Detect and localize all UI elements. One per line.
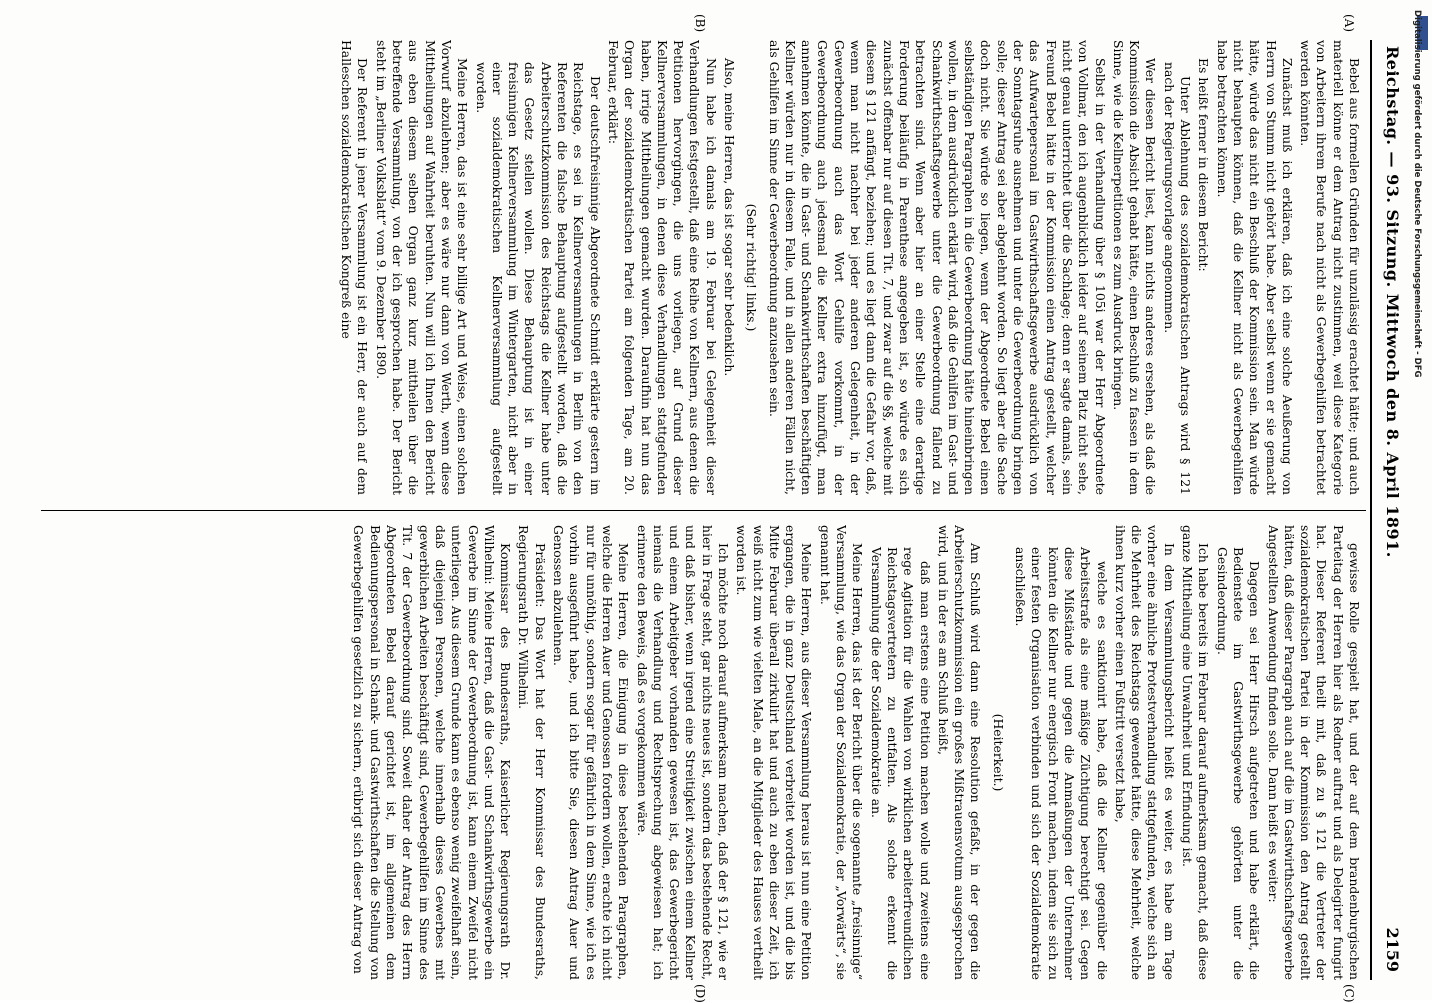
paragraph: Wer diesen Bericht liest, kann nichts anderes ersehen, als daß die Kommission die Absicht gehabt hätte, einen Beschluß zu fassen in dem Sinne, wie die Kellnerpetitionen es zum Ausdruck bringen.: [1110, 40, 1159, 495]
quoted-passage: Der deutschfreisinnige Abgeordnete Schmidt erklärte gestern im Reichstage, es sei in Kellnerversammlungen in Berlin von den Referenten die falsche Behauptung aufgestellt worden, daß die Arbeiterschutzkommission des Reichstags die Kellner habe unter das Gesetz stellen wollen. Diese Behauptung ist in einer freisinnigen Kellnerversammlung im Wintergarten, nicht aber in einer sozialdemokratischen Kellnerversammlung aufgestellt worden.: [473, 62, 603, 495]
interjection: (Sehr richtig! links.): [744, 203, 760, 332]
margin-marker-c: (C): [1342, 984, 1356, 1003]
header-title: Reichstag. — 93. Sitzung. Mittwoch den 8. April 1891.: [1383, 46, 1402, 558]
paragraph: gewisse Rolle gespielt hat, und der auf dem brandenburgischen Parteitag der Herren hier als Redner auftrat und als Delegirter fungirt hat. Dieser Referent theilt mit, daß zu § 121 die Vertreter der sozialdemokratischen Partei in der Kommission den Antrag gestellt hätten, daß dieser Paragraph auch auf die im Gastwirthschaftsgewerbe Angestellten Anwendung finden solle. Dann heißt es weiter:: [1265, 525, 1362, 980]
quoted-passage: Dagegen sei Herr Hirsch aufgetreten und habe erklärt, die Bedienstete im Gastwirthsgewerbe gehörten unter die Gesindeordnung.: [1214, 547, 1263, 980]
paragraph: Meine Herren, die Einigung in diese bestehenden Paragraphen, welche die Herren Auer und Genossen fordern wollen, erachte ich nicht nur für unnöthig, sondern sogar für gefährlich in dem Sinne, wie ich es vorhin ausgeführt habe, und ich bitte Sie, diesen Antrag Auer und Genossen abzulehnen.: [551, 525, 632, 980]
page-header: [1370, 40, 1412, 980]
quoted-passage: welche es sanktionirt habe, daß die Kellner gegenüber die Arbeitsstrafe als eine mäßige Züchtigung berechtigt sei. Gegen diese Mißstände und gegen die Anmaßungen der Unternehmer könnten die Kellner nur energisch Front machen, indem sie sich zu einer festen Organisation verbinden und sich der Sozialdemokratie anschließen.: [1013, 547, 1110, 980]
quoted-passage: Unter Ablehnung des sozialdemokratischen Antrags wird § 121 nach der Regierungsvorlage angenommen.: [1161, 62, 1194, 495]
paragraph: Meine Herren, das ist der Bericht über die sogenannte „freisinnige“ Versammlung, wie das Organ der Sozialdemokratie, der „Vorwärts“, sie genannt hat.: [817, 525, 866, 980]
paragraph: Es heißt ferner in diesem Bericht:: [1196, 58, 1212, 272]
paragraph: Präsident: Das Wort hat der Herr Kommissar des Bundesraths, Regierungsrath Dr. Wilhelmi.: [516, 525, 548, 980]
paragraph: Meine Herren, aus dieser Versammlung heraus ist nun eine Petition ergangen, die in ganz Deutschland verbreitet worden ist, und die bis Mitte Februar überall zirkulirt hat und auch zu eben dieser Zeit, ich weiß nicht zum wie vielten Male, an die Mitglieder des Hauses vertheilt worden ist.: [734, 525, 815, 980]
paragraph: Also, meine Herren, das ist sogar sehr bedenklich.: [722, 58, 738, 377]
page-number: 2159: [1383, 927, 1402, 972]
paragraph: Ich möchte noch darauf aufmerksam machen, daß der § 121, wie er hier in Frage steht, gar nichts neues ist, sondern das bestehende Recht, und daß bisher, wenn irgend eine Streitigkeit zwischen einem Kellner und einem Arbeitgeber vorhanden gewesen ist, das Gewerbegericht niemals die Verhandlung und Rechtsprechung abgewiesen hat; ich erinnere den Beweis, daß es vorgekommen wäre.: [634, 525, 732, 980]
left-column: [42, 40, 1362, 495]
paragraph: In dem Versammlungsbericht heißt es weiter, es habe am Tage vorher eine ähnliche Protestverhandlung stattgefunden, welche sich an die Mehrheit des Reichstags gewendet hätte, diese Mehrheit, welche ihnen kurz vorher einen Fußtritt versetzt habe,: [1112, 525, 1177, 980]
paragraph: Nun habe ich damals am 19. Februar bei Gelegenheit dieser Verhandlungen festgestellt, daß eine Reihe von Kellnern, aus denen die Petitionen hervorgingen, die uns vorliegen, auf Grund dieser Kellnerversammlungen, in denen diese Verhandlungen stattgefunden haben, irrige Mittheilungen gemacht wurden. Daraufhin hat nun das Organ der sozialdemokratischen Partei am folgenden Tage, am 20. Februar, erklärt:: [605, 40, 719, 495]
paragraph: Bebel aus formellen Gründen für unzulässig erachtet hätte; und auch materiell könne er dem Antrag nicht zustimmen, weil diese Kategorie von Arbeitern ihrem Berufe nach nicht als Gewerbegehilfen betrachtet werden könnten.: [1298, 40, 1362, 495]
paragraph: Selbst in der Verhandlung über § 105i war der Herr Abgeordnete von Vollmar, den ich augenblicklich leider auf seinem Platz nicht sehe, nicht genau unterrichtet über die Sachlage; denn er sagte damals, sein Freund Bebel hätte in der Kommission einen Antrag gestellt, welcher das Aufwartepersonal im Gastwirthschaftsgewerbe ausdrücklich von der Sonntagsruhe ausnehmen und unter die Gewerbeordnung bringen solle; dieser Antrag sei aber abgelehnt worden. So liegt aber die Sache doch nicht. Sie würde so liegen, wenn der Abgeordnete Bebel einen selbständigen Paragraphen in die Gewerbeordnung hätte hineinbringen wollen, in dem ausdrücklich erklärt wird, daß die Gehilfen im Gast- und Schankwirthschaftsgewerbe unter die Gewerbeordnung fallend zu betrachten sind. Wenn aber hier an einer Stelle eine derartige Forderung beiläufig in Parenthese angegeben ist, so würde es sich zunächst offenbar nur auf diesen Tit. 7, und zwar auf die §§, welche mit diesem § 121 anfängt, beziehen; und es liegt dann die Gefahr vor, daß, wenn man nicht nachher bei jeder anderen Gelegenheit, in der Gewerbeordnung auch das Wort Gehilfe vorkommt, in der Gewerbeordnung auch jedesmal die Kellner extra hinzufügt, man annehmen könnte, die in Gast- und Schankwirthschaften beschäftigten Kellner würden nur in diesem Falle, und in allen anderen Fällen nicht, als Gehilfen im Sinne der Gewerbeordnung anzusehen sein.: [766, 40, 1108, 495]
margin-marker-b: (B): [693, 14, 707, 33]
margin-marker-d: (D): [693, 984, 707, 1003]
digitization-credit: Digitalisierung gefördert durch die Deutsche Forschungsgemeinschaft - DFG: [1412, 10, 1422, 378]
rotated-page: [22, 14, 1412, 1003]
paragraph: Meine Herren, das ist eine sehr billige Art und Weise, einen solchen Vorwurf abzulehnen; aber es wäre nur dann von Werth, wenn diese Mittheilungen auf Wahrheit beruhten. Nun will ich Ihnen den Bericht aus eben diesem selben Organ ganz kurz mittheilen über die betreffende Versammlung, von der ich gesprochen habe. Der Bericht steht im „Berliner Volksblatt“ vom 9. Dezember 1890.: [373, 40, 471, 495]
column-divider: [41, 510, 1366, 511]
paragraph: Ich habe bereits im Februar darauf aufmerksam gemacht, daß diese ganze Mittheilung eine Unwahrheit und Erfindung ist.: [1180, 525, 1212, 980]
interjection: (Heiterkeit.): [990, 713, 1006, 792]
right-column: [42, 525, 1362, 980]
paragraph: Zunächst muß ich erklären, daß ich eine solche Aeußerung von Herrn von Stumm nicht gehört habe. Aber selbst wenn er sie gemacht hätte, würde das nicht ein Beschluß der Kommission sein. Man würde nicht behaupten können, daß die Kellner nicht als Gewerbegehilfen habe betrachten können.: [1214, 40, 1295, 495]
paragraph: Der Referent in jener Versammlung ist ein Herr, der auch auf dem Halleschen sozialdemokratischen Kongreß eine: [339, 40, 371, 495]
quoted-passage: daß man erstens eine Petition machen wolle und zweitens eine rege Agitation für die Wahlen von wirklichen arbeiterfreundlichen Reichstagsvertretern zu entfalten. Als solche erkennt die Versammlung die der Sozialdemokratie an.: [868, 547, 933, 980]
paragraph: Kommissar des Bundesraths, Kaiserlicher Regierungsrath Dr. Wilhelmi: Meine Herren, daß die Gast- und Schankwirthsgewerbe ein Gewerbe im Sinne der Gewerbeordnung ist, kann einem Zweifel nicht unterliegen. Aus diesem Grunde kann es ebenso wenig zweifelhaft sein, daß diejenigen Personen, welche innerhalb dieses Gewerbes mit gewerblichen Arbeiten beschäftigt sind, Gewerbegehilfen im Sinne des Tit. 7 der Gewerbeordnung sind. Soweit daher der Antrag des Herrn Abgeordneten Bebel darauf gerichtet ist, im allgemeinen dem Bedienungspersonal in Schank- und Gastwirthschaften die Stellung von Gewerbegehilfen gesetzlich zu sichern, erübrigt sich dieser Antrag von: [351, 525, 514, 980]
margin-marker-a: (A): [1342, 14, 1356, 33]
paragraph: Am Schluß wird dann eine Resolution gefaßt, in der gegen die Arbeiterschutzkommission ein großes Mißtrauensvotum ausgesprochen wird, und in der es am Schluß heißt,: [935, 525, 984, 980]
